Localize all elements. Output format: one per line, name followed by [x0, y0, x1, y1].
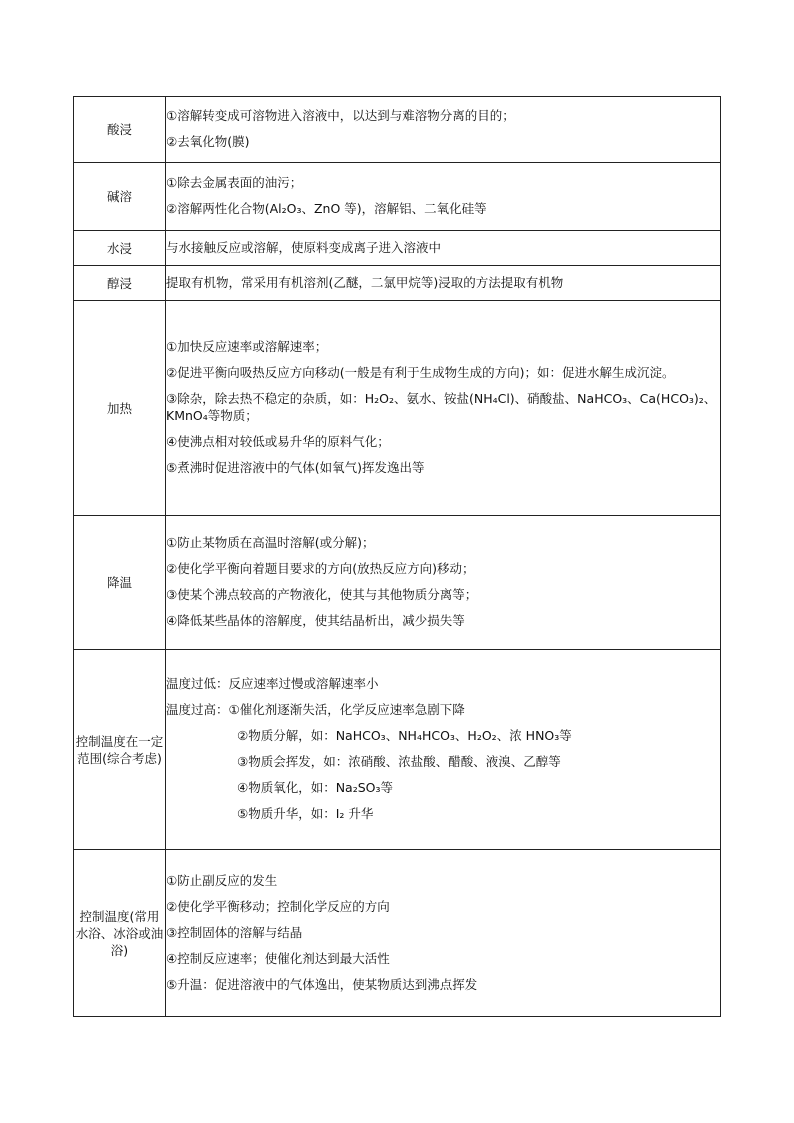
row-label: 降温 — [74, 516, 166, 650]
table-row — [74, 266, 721, 301]
row-label: 碱溶 — [74, 163, 166, 231]
table-row — [74, 516, 721, 650]
row-label-text: 控制温度在一定范围(综合考虑) — [75, 733, 164, 766]
row-label — [74, 850, 166, 1017]
content-line: ①溶解转变成可溶物进入溶液中，以达到与难溶物分离的目的； — [166, 108, 515, 123]
table-row — [74, 650, 721, 850]
content-line: 提取有机物，常采用有机溶剂(乙醚，二氯甲烷等)浸取的方法提取有机物 — [166, 274, 564, 290]
content-line: ⑤物质升华，如：I₂ 升华 — [237, 806, 374, 821]
content-line: ②使化学平衡移动；控制化学反应的方向 — [166, 898, 390, 914]
row-label — [74, 650, 166, 850]
row-label: 水浸 — [74, 231, 166, 266]
content-line: ①防止副反应的发生 — [166, 872, 278, 888]
table-row — [74, 163, 721, 231]
table-row — [74, 301, 721, 516]
row-content — [166, 516, 721, 650]
content-line: ⑤升温：促进溶液中的气体逸出，使某物质达到沸点挥发 — [166, 976, 478, 992]
content-line: ②溶解两性化合物(Al₂O₃、ZnO 等)，溶解铝、二氧化硅等 — [166, 201, 487, 216]
table-row — [74, 850, 721, 1017]
row-content — [166, 301, 721, 516]
process-conditions-table — [73, 96, 721, 1017]
row-content — [166, 163, 721, 231]
row-label: 酸浸 — [74, 97, 166, 163]
row-content — [166, 650, 721, 850]
content-line: ④控制反应速率；使催化剂达到最大活性 — [166, 950, 390, 966]
content-line: ①加快反应速率或溶解速率； — [166, 339, 328, 354]
content-line: ⑤煮沸时促进溶液中的气体(如氧气)挥发逸出等 — [166, 460, 425, 475]
content-line: ④物质氧化，如：Na₂SO₃等 — [237, 780, 394, 795]
content-line: ②去氧化物(膜) — [166, 134, 250, 149]
table-row — [74, 97, 721, 163]
content-line: ③物质会挥发，如：浓硝酸、浓盐酸、醋酸、液溴、乙醇等 — [237, 754, 561, 769]
row-label: 加热 — [74, 301, 166, 516]
content-line: 温度过低：反应速率过慢或溶解速率小 — [166, 676, 379, 691]
row-label-text: 控制温度(常用水浴、冰浴或油浴) — [75, 908, 164, 958]
content-line: ④使沸点相对较低或易升华的原料气化； — [166, 434, 390, 449]
content-line: ②使化学平衡向着题目要求的方向(放热反应方向)移动； — [166, 561, 475, 576]
content-line: ④降低某些晶体的溶解度，使其结晶析出，减少损失等 — [166, 613, 465, 628]
row-content — [166, 266, 721, 301]
content-line: ②促进平衡向吸热反应方向移动(一般是有利于生成物生成的方向)；如：促进水解生成沉淀。 — [166, 365, 675, 380]
content-line: ③使某个沸点较高的产物液化，使其与其他物质分离等； — [166, 587, 478, 602]
row-label: 醇浸 — [74, 266, 166, 301]
content-line: ③控制固体的溶解与结晶 — [166, 924, 303, 940]
content-line: ①防止某物质在高温时溶解(或分解)； — [166, 535, 375, 550]
content-line: 温度过高：①催化剂逐渐失活，化学反应速率急剧下降 — [166, 702, 465, 717]
table-row — [74, 231, 721, 266]
content-line: 与水接触反应或溶解，使原料变成离子进入溶液中 — [166, 239, 442, 255]
content-line: ②物质分解，如：NaHCO₃、NH₄HCO₃、H₂O₂、浓 HNO₃等 — [237, 728, 572, 743]
content-line: ③除杂，除去热不稳定的杂质，如：H₂O₂、氨水、铵盐(NH₄Cl)、硝酸盐、NaHCO₃、Ca(HCO₃)₂、KMnO₄等物质； — [166, 391, 717, 423]
row-content — [166, 850, 721, 1017]
content-line: ①除去金属表面的油污； — [166, 175, 303, 190]
row-content — [166, 231, 721, 266]
row-content — [166, 97, 721, 163]
